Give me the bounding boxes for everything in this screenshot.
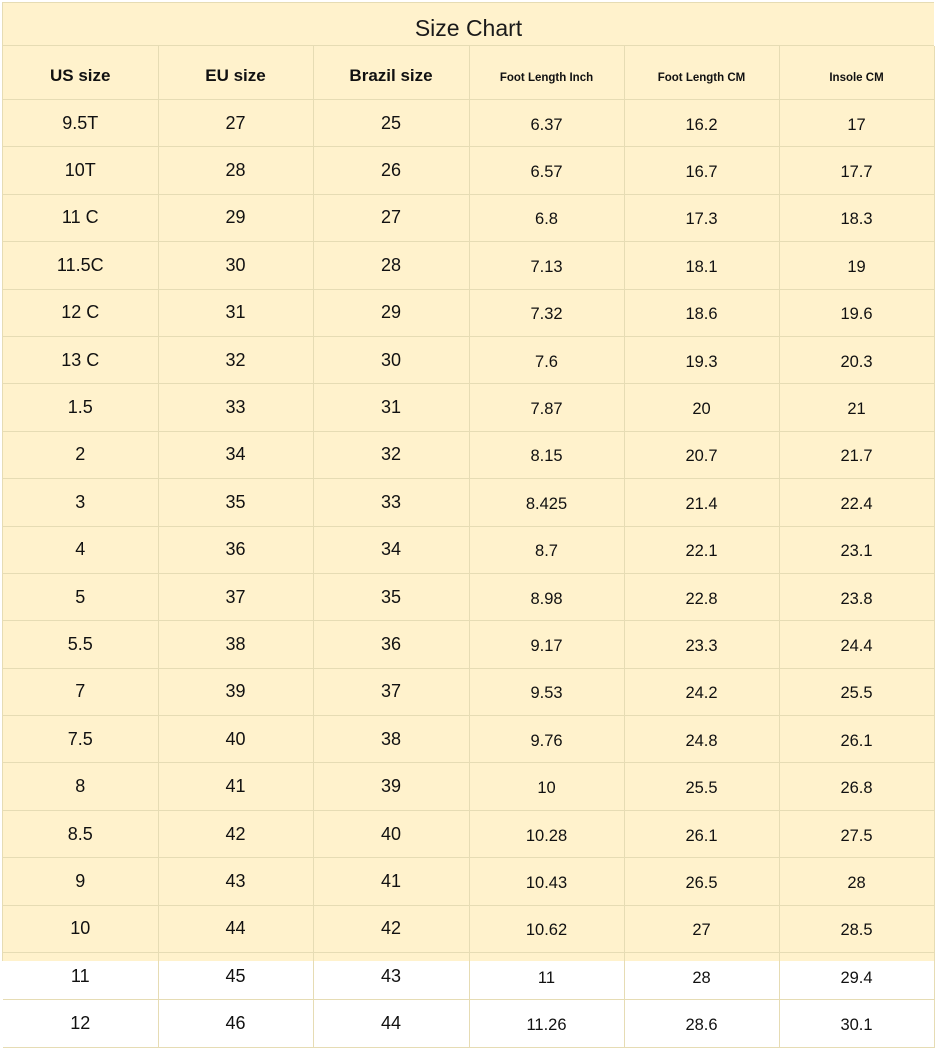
eu-size-cell: 29: [158, 194, 313, 241]
us-size-cell: 7: [3, 668, 158, 715]
insole-cm-cell: 17.7: [779, 147, 934, 194]
eu-size-cell: 37: [158, 573, 313, 620]
us-size-cell: 8.5: [3, 810, 158, 857]
foot-length-cm-cell: 18.6: [624, 289, 779, 336]
brazil-size-cell: 42: [313, 905, 469, 952]
insole-cm-cell: 27.5: [779, 810, 934, 857]
insole-cm-cell: 20.3: [779, 336, 934, 383]
foot-length-inch-cell: 8.7: [469, 526, 624, 573]
brazil-size-cell: 32: [313, 431, 469, 478]
column-header-foot-length-cm: Foot Length CM: [624, 46, 779, 100]
table-row: [3, 621, 934, 668]
foot-length-cm-cell: 16.7: [624, 147, 779, 194]
foot-length-cm-cell: 28.6: [624, 1000, 779, 1047]
brazil-size-cell: 37: [313, 668, 469, 715]
us-size-cell: 4: [3, 526, 158, 573]
foot-length-inch-cell: 9.53: [469, 668, 624, 715]
us-size-cell: 9.5T: [3, 100, 158, 147]
foot-length-cm-cell: 24.8: [624, 716, 779, 763]
foot-length-inch-cell: 11: [469, 953, 624, 1000]
us-size-cell: 10T: [3, 147, 158, 194]
header-row: [3, 46, 934, 100]
brazil-size-cell: 39: [313, 763, 469, 810]
foot-length-inch-cell: 7.6: [469, 336, 624, 383]
foot-length-inch-cell: 6.57: [469, 147, 624, 194]
chart-title: Size Chart: [3, 3, 934, 46]
foot-length-cm-cell: 22.1: [624, 526, 779, 573]
brazil-size-cell: 29: [313, 289, 469, 336]
brazil-size-cell: 31: [313, 384, 469, 431]
us-size-cell: 7.5: [3, 716, 158, 763]
eu-size-cell: 32: [158, 336, 313, 383]
table-row: [3, 716, 934, 763]
brazil-size-cell: 38: [313, 716, 469, 763]
brazil-size-cell: 36: [313, 621, 469, 668]
table-row: [3, 1000, 934, 1047]
eu-size-cell: 40: [158, 716, 313, 763]
table-row: [3, 763, 934, 810]
foot-length-cm-cell: 19.3: [624, 336, 779, 383]
eu-size-cell: 31: [158, 289, 313, 336]
foot-length-cm-cell: 23.3: [624, 621, 779, 668]
column-header-eu-size: EU size: [158, 46, 313, 100]
eu-size-cell: 45: [158, 953, 313, 1000]
us-size-cell: 12 C: [3, 289, 158, 336]
table-row: [3, 431, 934, 478]
column-header-foot-length-inch: Foot Length Inch: [469, 46, 624, 100]
us-size-cell: 11.5C: [3, 242, 158, 289]
table-row: [3, 147, 934, 194]
table-row: [3, 100, 934, 147]
insole-cm-cell: 23.8: [779, 573, 934, 620]
foot-length-cm-cell: 20.7: [624, 431, 779, 478]
eu-size-cell: 44: [158, 905, 313, 952]
us-size-cell: 8: [3, 763, 158, 810]
insole-cm-cell: 26.8: [779, 763, 934, 810]
table-row: [3, 526, 934, 573]
us-size-cell: 11: [3, 953, 158, 1000]
eu-size-cell: 33: [158, 384, 313, 431]
us-size-cell: 10: [3, 905, 158, 952]
brazil-size-cell: 40: [313, 810, 469, 857]
eu-size-cell: 42: [158, 810, 313, 857]
table-row: [3, 194, 934, 241]
eu-size-cell: 41: [158, 763, 313, 810]
brazil-size-cell: 30: [313, 336, 469, 383]
table-row: [3, 858, 934, 905]
foot-length-cm-cell: 26.5: [624, 858, 779, 905]
eu-size-cell: 30: [158, 242, 313, 289]
us-size-cell: 2: [3, 431, 158, 478]
table-row: [3, 573, 934, 620]
insole-cm-cell: 25.5: [779, 668, 934, 715]
insole-cm-cell: 21.7: [779, 431, 934, 478]
foot-length-cm-cell: 28: [624, 953, 779, 1000]
us-size-cell: 5.5: [3, 621, 158, 668]
eu-size-cell: 43: [158, 858, 313, 905]
us-size-cell: 9: [3, 858, 158, 905]
table-row: [3, 810, 934, 857]
foot-length-cm-cell: 26.1: [624, 810, 779, 857]
foot-length-cm-cell: 21.4: [624, 479, 779, 526]
eu-size-cell: 39: [158, 668, 313, 715]
column-header-insole-cm: Insole CM: [779, 46, 934, 100]
insole-cm-cell: 28.5: [779, 905, 934, 952]
brazil-size-cell: 35: [313, 573, 469, 620]
brazil-size-cell: 25: [313, 100, 469, 147]
column-header-us-size: US size: [3, 46, 158, 100]
us-size-cell: 11 C: [3, 194, 158, 241]
table-row: [3, 905, 934, 952]
foot-length-inch-cell: 9.76: [469, 716, 624, 763]
eu-size-cell: 28: [158, 147, 313, 194]
size-table: [3, 46, 935, 1048]
insole-cm-cell: 21: [779, 384, 934, 431]
table-row: [3, 289, 934, 336]
insole-cm-cell: 19.6: [779, 289, 934, 336]
table-row: [3, 336, 934, 383]
eu-size-cell: 46: [158, 1000, 313, 1047]
foot-length-cm-cell: 20: [624, 384, 779, 431]
us-size-cell: 13 C: [3, 336, 158, 383]
table-row: [3, 668, 934, 715]
foot-length-inch-cell: 8.98: [469, 573, 624, 620]
insole-cm-cell: 23.1: [779, 526, 934, 573]
insole-cm-cell: 28: [779, 858, 934, 905]
size-chart: [2, 2, 934, 1035]
foot-length-inch-cell: 7.32: [469, 289, 624, 336]
foot-length-cm-cell: 16.2: [624, 100, 779, 147]
foot-length-inch-cell: 11.26: [469, 1000, 624, 1047]
insole-cm-cell: 24.4: [779, 621, 934, 668]
brazil-size-cell: 26: [313, 147, 469, 194]
eu-size-cell: 27: [158, 100, 313, 147]
table-row: [3, 384, 934, 431]
foot-length-cm-cell: 25.5: [624, 763, 779, 810]
foot-length-inch-cell: 7.87: [469, 384, 624, 431]
foot-length-inch-cell: 10.43: [469, 858, 624, 905]
us-size-cell: 1.5: [3, 384, 158, 431]
foot-length-inch-cell: 10.28: [469, 810, 624, 857]
foot-length-inch-cell: 6.37: [469, 100, 624, 147]
foot-length-inch-cell: 7.13: [469, 242, 624, 289]
foot-length-inch-cell: 10.62: [469, 905, 624, 952]
us-size-cell: 12: [3, 1000, 158, 1047]
brazil-size-cell: 44: [313, 1000, 469, 1047]
brazil-size-cell: 28: [313, 242, 469, 289]
brazil-size-cell: 27: [313, 194, 469, 241]
foot-length-cm-cell: 18.1: [624, 242, 779, 289]
eu-size-cell: 36: [158, 526, 313, 573]
brazil-size-cell: 33: [313, 479, 469, 526]
eu-size-cell: 34: [158, 431, 313, 478]
foot-length-inch-cell: 10: [469, 763, 624, 810]
brazil-size-cell: 34: [313, 526, 469, 573]
foot-length-inch-cell: 6.8: [469, 194, 624, 241]
insole-cm-cell: 26.1: [779, 716, 934, 763]
table-row: [3, 479, 934, 526]
foot-length-inch-cell: 9.17: [469, 621, 624, 668]
column-header-brazil-size: Brazil size: [313, 46, 469, 100]
foot-length-cm-cell: 17.3: [624, 194, 779, 241]
insole-cm-cell: 30.1: [779, 1000, 934, 1047]
eu-size-cell: 35: [158, 479, 313, 526]
us-size-cell: 5: [3, 573, 158, 620]
table-body: [3, 100, 934, 1048]
us-size-cell: 3: [3, 479, 158, 526]
table-row: [3, 242, 934, 289]
insole-cm-cell: 18.3: [779, 194, 934, 241]
insole-cm-cell: 29.4: [779, 953, 934, 1000]
eu-size-cell: 38: [158, 621, 313, 668]
brazil-size-cell: 41: [313, 858, 469, 905]
brazil-size-cell: 43: [313, 953, 469, 1000]
insole-cm-cell: 17: [779, 100, 934, 147]
foot-length-cm-cell: 27: [624, 905, 779, 952]
foot-length-inch-cell: 8.425: [469, 479, 624, 526]
foot-length-cm-cell: 22.8: [624, 573, 779, 620]
insole-cm-cell: 19: [779, 242, 934, 289]
insole-cm-cell: 22.4: [779, 479, 934, 526]
foot-length-inch-cell: 8.15: [469, 431, 624, 478]
foot-length-cm-cell: 24.2: [624, 668, 779, 715]
